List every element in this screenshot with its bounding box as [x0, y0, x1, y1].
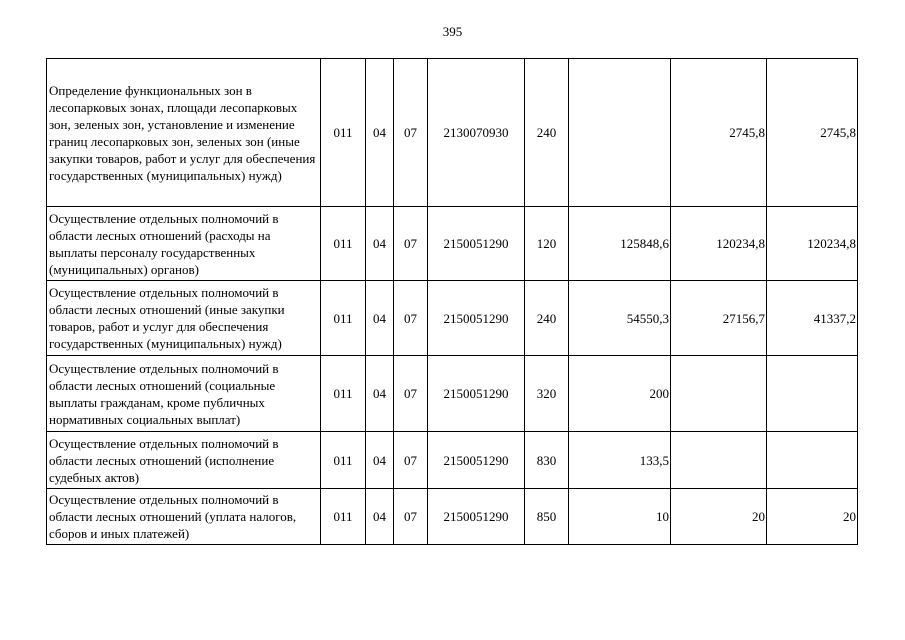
budget-table	[46, 58, 858, 545]
amount-1: 133,5	[569, 432, 671, 489]
expense-type-code: 850	[525, 489, 569, 545]
subsection-code: 07	[394, 281, 428, 356]
amount-1: 200	[569, 356, 671, 432]
ministry-code: 011	[321, 356, 366, 432]
amount-2: 120234,8	[671, 207, 767, 281]
row-description: Осуществление отдельных полномочий в области лесных отношений (расходы на выплаты персоналу государственных (муниципальных) органов)	[47, 207, 321, 281]
table-row	[47, 207, 858, 281]
subsection-code: 07	[394, 59, 428, 207]
ministry-code: 011	[321, 489, 366, 545]
amount-3	[767, 432, 858, 489]
ministry-code: 011	[321, 432, 366, 489]
amount-2	[671, 432, 767, 489]
section-code: 04	[366, 59, 394, 207]
table-row	[47, 489, 858, 545]
amount-1: 10	[569, 489, 671, 545]
ministry-code: 011	[321, 207, 366, 281]
table-row	[47, 59, 858, 207]
row-description: Осуществление отдельных полномочий в области лесных отношений (иные закупки товаров, работ и услуг для обеспечения государственных (муниципальных) нужд)	[47, 281, 321, 356]
subsection-code: 07	[394, 356, 428, 432]
amount-3: 120234,8	[767, 207, 858, 281]
expense-type-code: 320	[525, 356, 569, 432]
expense-type-code: 240	[525, 281, 569, 356]
row-description: Определение функциональных зон в лесопарковых зонах, площади лесопарковых зон, зеленых зон, установление и изменение границ лесопарковых зон, зеленых зон (иные закупки товаров, работ и услуг для обеспечения государственных (муниципальных) нужд)	[47, 59, 321, 207]
amount-2: 2745,8	[671, 59, 767, 207]
amount-1: 125848,6	[569, 207, 671, 281]
section-code: 04	[366, 489, 394, 545]
row-description: Осуществление отдельных полномочий в области лесных отношений (социальные выплаты гражданам, кроме публичных нормативных социальных выплат)	[47, 356, 321, 432]
expense-type-code: 830	[525, 432, 569, 489]
section-code: 04	[366, 281, 394, 356]
row-description: Осуществление отдельных полномочий в области лесных отношений (исполнение судебных актов)	[47, 432, 321, 489]
target-article-code: 2130070930	[428, 59, 525, 207]
subsection-code: 07	[394, 489, 428, 545]
table-row	[47, 356, 858, 432]
ministry-code: 011	[321, 281, 366, 356]
page-number: 395	[442, 24, 463, 39]
target-article-code: 2150051290	[428, 207, 525, 281]
amount-2: 20	[671, 489, 767, 545]
target-article-code: 2150051290	[428, 356, 525, 432]
expense-type-code: 240	[525, 59, 569, 207]
row-description: Осуществление отдельных полномочий в области лесных отношений (уплата налогов, сборов и иных платежей)	[47, 489, 321, 545]
amount-3: 2745,8	[767, 59, 858, 207]
table-row	[47, 281, 858, 356]
section-code: 04	[366, 207, 394, 281]
table-row	[47, 432, 858, 489]
subsection-code: 07	[394, 432, 428, 489]
target-article-code: 2150051290	[428, 432, 525, 489]
target-article-code: 2150051290	[428, 489, 525, 545]
section-code: 04	[366, 356, 394, 432]
section-code: 04	[366, 432, 394, 489]
expense-type-code: 120	[525, 207, 569, 281]
amount-1: 54550,3	[569, 281, 671, 356]
amount-3: 20	[767, 489, 858, 545]
ministry-code: 011	[321, 59, 366, 207]
amount-3	[767, 356, 858, 432]
amount-2	[671, 356, 767, 432]
target-article-code: 2150051290	[428, 281, 525, 356]
amount-1	[569, 59, 671, 207]
amount-3: 41337,2	[767, 281, 858, 356]
subsection-code: 07	[394, 207, 428, 281]
amount-2: 27156,7	[671, 281, 767, 356]
